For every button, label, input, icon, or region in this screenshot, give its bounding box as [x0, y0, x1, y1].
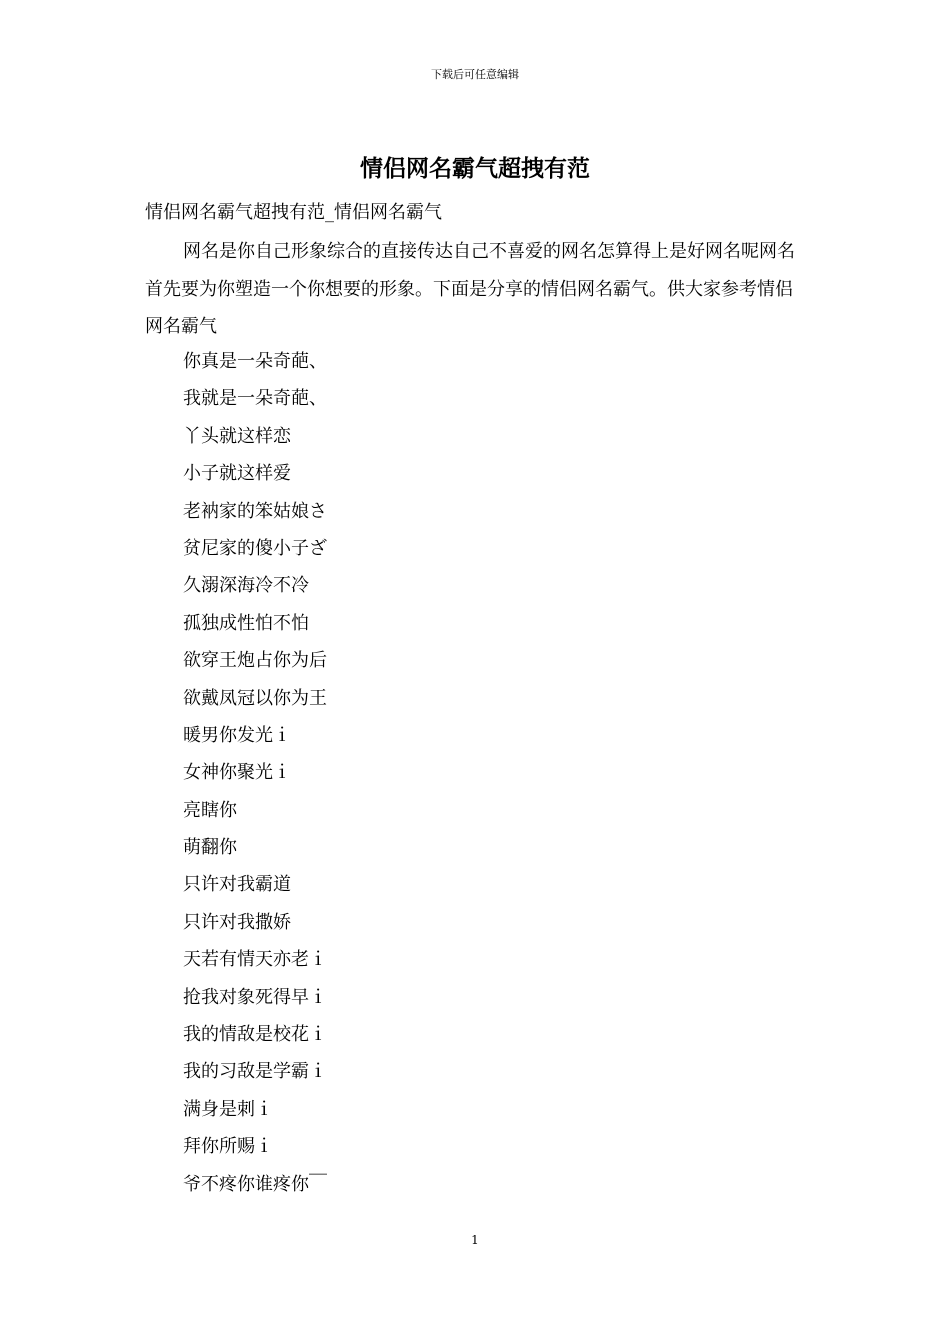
intro-paragraph: 网名是你自己形象综合的直接传达自己不喜爱的网名怎算得上是好网名呢网名首先要为你塑造一个你想要的形象。下面是分享的情侣网名霸气。供大家参考情侣网名霸气: [145, 241, 795, 337]
list-item: 我的习敌是学霸ｉ: [183, 1061, 327, 1083]
list-item: 老衲家的笨姑娘さ: [183, 500, 327, 522]
list-item: 只许对我撒娇: [183, 911, 291, 933]
list-item: 欲戴凤冠以你为王: [183, 687, 327, 709]
list-item: 亮瞎你: [183, 799, 237, 821]
nickname-list: [183, 343, 327, 1203]
list-item: 贫尼家的傻小子ざ: [183, 537, 327, 559]
list-item: 小子就这样爱: [183, 463, 291, 485]
list-item: 抢我对象死得早ｉ: [183, 986, 327, 1008]
document-subtitle: 情侣网名霸气超拽有范_情侣网名霸气: [145, 202, 442, 223]
list-item: 爷不疼你谁疼你￣: [183, 1173, 327, 1195]
list-item: 拜你所赐ｉ: [183, 1136, 273, 1158]
document-title: 情侣网名霸气超拽有范: [360, 155, 590, 182]
list-item: 萌翻你: [183, 837, 237, 859]
list-item: 丫头就这样恋: [183, 425, 291, 447]
page-number: 1: [471, 1233, 479, 1247]
list-item: 女神你聚光ｉ: [183, 762, 291, 784]
list-item: 欲穿王炮占你为后: [183, 650, 327, 672]
list-item: 久溺深海冷不冷: [183, 575, 309, 597]
list-item: 我的情敌是校花ｉ: [183, 1024, 327, 1046]
header-note: 下载后可任意编辑: [431, 68, 519, 81]
list-item: 我就是一朵奇葩、: [183, 388, 327, 410]
list-item: 满身是刺ｉ: [183, 1098, 273, 1120]
list-item: 只许对我霸道: [183, 874, 291, 896]
list-item: 暖男你发光ｉ: [183, 724, 291, 746]
list-item: 孤独成性怕不怕: [183, 612, 309, 634]
list-item: 天若有情天亦老ｉ: [183, 949, 327, 971]
list-item: 你真是一朵奇葩、: [183, 351, 327, 372]
